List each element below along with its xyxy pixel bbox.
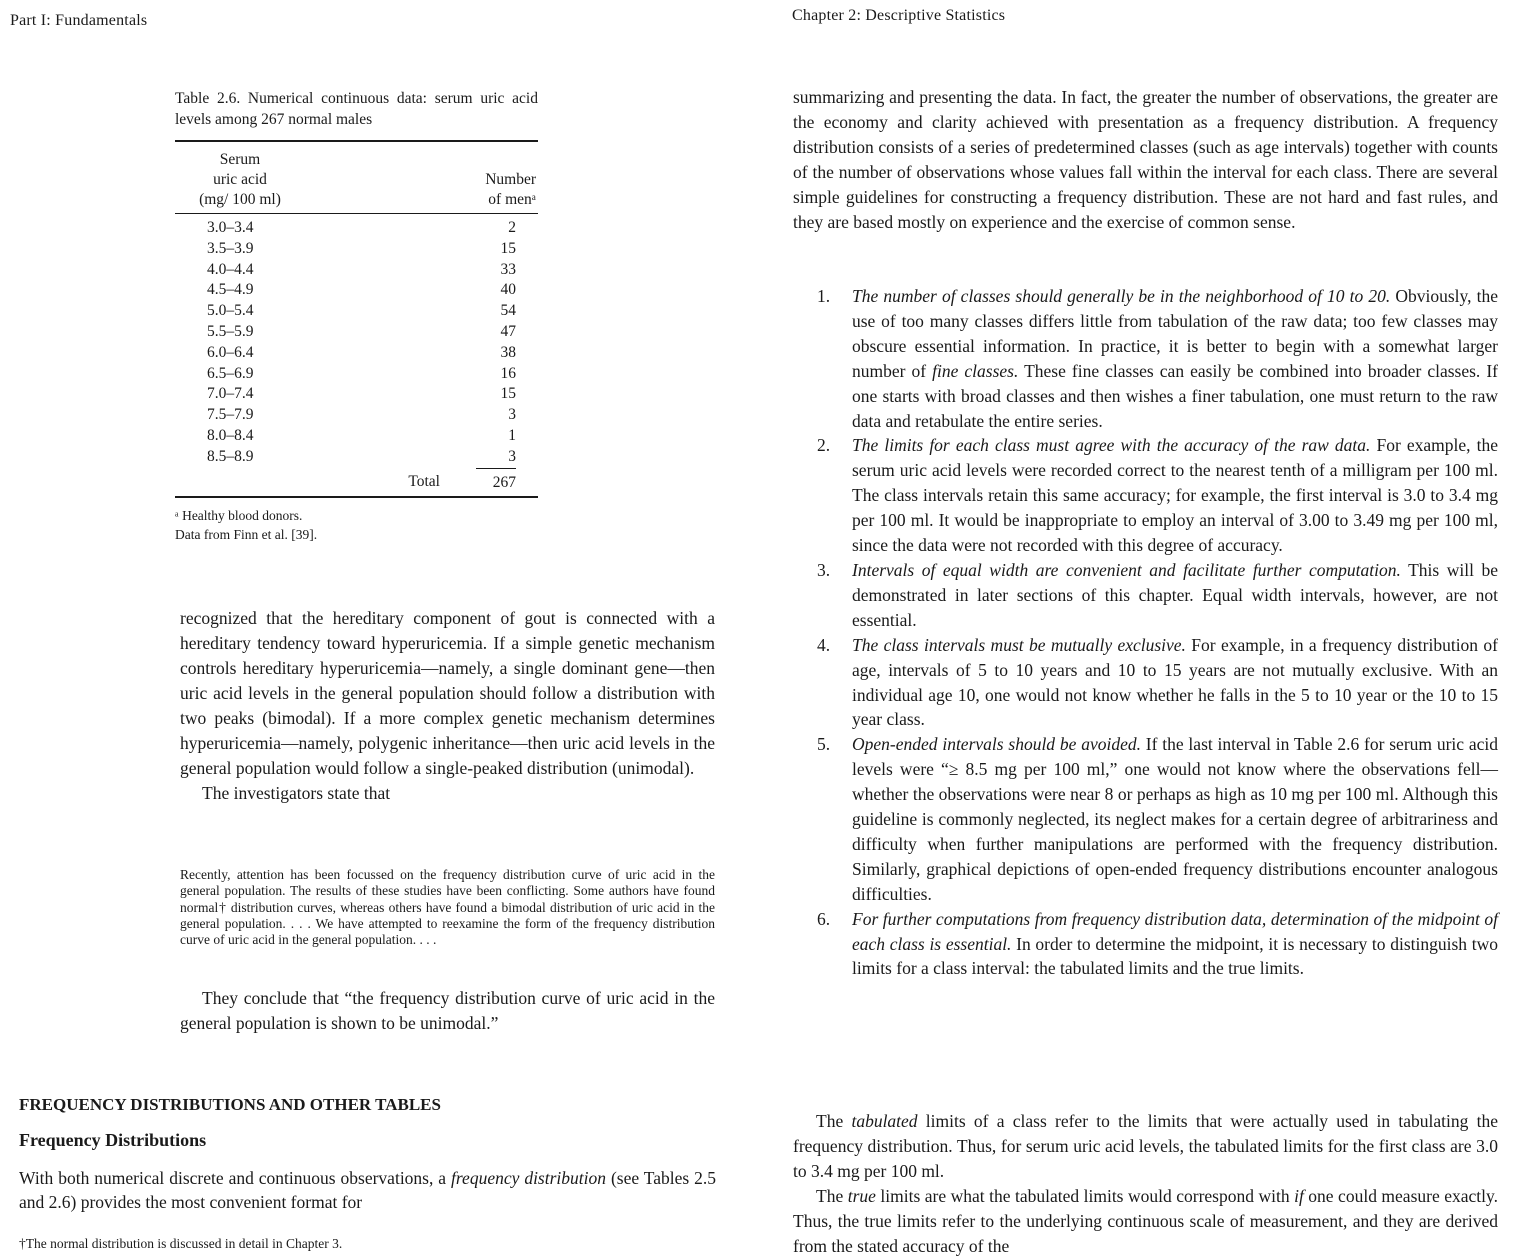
col-header-number bbox=[485, 170, 538, 210]
italic-term: tabulated bbox=[851, 1111, 918, 1131]
range-cell: 3.0–3.4 bbox=[207, 219, 254, 236]
table-row bbox=[175, 260, 538, 281]
table-row bbox=[175, 280, 538, 301]
subsection-heading: Frequency Distributions bbox=[19, 1130, 207, 1150]
col-header-line: Number bbox=[485, 171, 536, 188]
guideline-body: For example, in a frequency distribution of age, intervals of 5 to 10 years and 10 to 15 years are not mutually exclusive. With an individual age 10, one would not know whether he falls in the 5 to 10 year or the 10 to 15 year class. bbox=[852, 634, 1498, 730]
block-quote: Recently, attention has been focussed on the frequency distribution curve of uric acid in the general population. The results of these studies have been conflicting. Some authors have found normal† distribution curves, whereas others have found a bimodal distribution of uric acid in the general population. . . . We have attempted to reexamine the form of the frequency distribution curve of uric acid in the general population. . . . bbox=[180, 867, 715, 948]
range-cell: 8.5–8.9 bbox=[207, 447, 254, 465]
guideline-title: Open-ended intervals should be avoided. bbox=[852, 734, 1141, 755]
total-label: Total bbox=[408, 472, 440, 490]
guidelines-list bbox=[793, 284, 1498, 981]
frequency-intro-paragraph bbox=[19, 1166, 716, 1214]
count-cell: 47 bbox=[500, 322, 516, 340]
table-bottom-rule bbox=[175, 496, 538, 498]
guideline-item bbox=[793, 284, 1498, 433]
guideline-title: The class intervals must be mutually exclusive. bbox=[852, 634, 1186, 655]
guideline-body: In order to determine the midpoint, it is necessary to distinguish two limits for a class interval: the tabulated limits and the true limits. bbox=[852, 933, 1498, 979]
col-header-line: Serum bbox=[219, 151, 261, 168]
table-row bbox=[175, 343, 538, 364]
guideline-body: These fine classes can easily be combined into broader classes. If one starts with broad classes and then wishes a finer tabulation, one must return to the raw data and retabulate the entire series. bbox=[852, 360, 1498, 431]
range-cell: 6.0–6.4 bbox=[207, 343, 254, 361]
count-cell: 16 bbox=[500, 364, 516, 382]
conclusion-paragraph: They conclude that “the frequency distribution curve of uric acid in the general population is shown to be unimodal.” bbox=[180, 988, 715, 1033]
table-row bbox=[175, 405, 538, 426]
guideline-item bbox=[793, 907, 1498, 982]
count-cell: 38 bbox=[500, 343, 516, 361]
range-cell: 7.0–7.4 bbox=[207, 385, 254, 403]
table-source: Data from Finn et al. [39]. bbox=[175, 526, 318, 542]
range-cell: 3.5–3.9 bbox=[207, 239, 254, 257]
guideline-body: Obviously, the use of too many classes differs little from tabulation of the raw data; too few classes may obscure essential information. In practice, it is better to begin with a somewhat larger number of bbox=[852, 286, 1498, 381]
guideline-item bbox=[793, 633, 1498, 733]
item-number: 3. bbox=[817, 559, 831, 580]
table-footnote-a: ᵃ Healthy blood donors. bbox=[175, 507, 303, 523]
table-row bbox=[175, 364, 538, 385]
italic-term: if bbox=[1294, 1185, 1304, 1206]
guideline-title: Intervals of equal width are convenient and facilitate further computation. bbox=[852, 559, 1401, 580]
table-total-row bbox=[175, 468, 538, 496]
table-row bbox=[175, 239, 538, 260]
guideline-item bbox=[793, 558, 1498, 633]
table-2-6 bbox=[175, 88, 538, 544]
guideline-body: For example, the serum uric acid levels were recorded correct to the nearest tenth of a milligram per 100 ml. The class intervals retain this same accuracy; for example, the first interval is 3.0 to 3.4 mg per 100 ml. It would be inappropriate to employ an interval of 3.00 to 3.49 mg per 100 ml, since the data were not recorded with this degree of accuracy. bbox=[852, 435, 1498, 556]
text-run: limits of a class refer to the limits that were actually used in tabulating the frequency distribution. Thus, for serum uric acid levels, the tabulated limits for the first class are 3.0 to 3.4 mg per 100 ml. bbox=[793, 1111, 1498, 1181]
count-cell: 40 bbox=[500, 281, 516, 299]
item-number: 2. bbox=[817, 435, 831, 456]
range-cell: 5.5–5.9 bbox=[207, 322, 254, 340]
section-heading: FREQUENCY DISTRIBUTIONS AND OTHER TABLES bbox=[19, 1095, 441, 1114]
count-cell: 1 bbox=[508, 426, 516, 444]
text-run: (see Tables 2.5 and 2.6) provides the most convenient format for bbox=[19, 1168, 717, 1212]
italic-term: frequency distribution bbox=[451, 1168, 607, 1188]
tabulated-limits-paragraph bbox=[793, 1109, 1498, 1184]
total-value: 267 bbox=[476, 468, 516, 496]
table-body bbox=[175, 213, 538, 496]
running-head-left: Part I: Fundamentals bbox=[10, 12, 148, 29]
count-cell: 15 bbox=[500, 385, 516, 403]
guideline-title: The limits for each class must agree with the accuracy of the raw data. bbox=[852, 435, 1371, 456]
range-cell: 4.0–4.4 bbox=[207, 260, 254, 278]
col-header-serum bbox=[175, 150, 305, 210]
investigators-line: The investigators state that bbox=[202, 783, 391, 803]
text-run: limits are what the tabulated limits would correspond with bbox=[875, 1185, 1295, 1206]
table-row bbox=[175, 322, 538, 343]
range-cell: 4.5–4.9 bbox=[207, 281, 254, 299]
table-row bbox=[175, 301, 538, 322]
guideline-item bbox=[793, 732, 1498, 906]
range-cell: 8.0–8.4 bbox=[207, 426, 254, 444]
col-header-line: of menᵃ bbox=[488, 191, 536, 208]
paragraph-text: recognized that the hereditary component of gout is connected with a hereditary tendency toward hyperuricemia. If a simple genetic mechanism controls hereditary hyperuricemia—namely, a single dominant gene—then uric acid levels in the general population should follow a distribution with two peaks (bimodal). If a more complex genetic mechanism determines hyperuricemia—namely, polygenic inheritance—then uric acid levels in the general population would follow a single-peaked distribution (unimodal). bbox=[180, 608, 715, 778]
col-header-line: (mg/ 100 ml) bbox=[199, 191, 281, 208]
item-number: 1. bbox=[817, 286, 831, 306]
count-cell: 15 bbox=[500, 239, 516, 257]
text-run: The bbox=[816, 1185, 848, 1206]
guideline-title: The number of classes should generally be in the neighborhood of 10 to 20. bbox=[852, 286, 1391, 306]
guideline-body: If the last interval in Table 2.6 for serum uric acid levels were “≥ 8.5 mg per 100 ml,” one would not know where the observations fell—whether the observations were near 8 or perhaps as high as 10 mg per 100 ml. Although this guideline is commonly neglected, its neglect makes for a certain degree of arbitrariness and difficulty when further manipulations are performed with the frequency distribution. Similarly, graphical depictions of open-ended frequency distributions encounter analogous difficulties. bbox=[852, 734, 1498, 904]
col-header-line: uric acid bbox=[213, 171, 267, 188]
range-cell: 7.5–7.9 bbox=[207, 406, 254, 424]
limits-paragraphs bbox=[793, 1109, 1498, 1258]
count-cell: 33 bbox=[500, 260, 516, 278]
table-header bbox=[175, 140, 538, 213]
guideline-title: For further computations from frequency distribution data, determination of the midpoint of each class is essential. bbox=[852, 908, 1498, 954]
count-cell: 54 bbox=[500, 302, 516, 320]
left-page bbox=[0, 0, 760, 1257]
text-run: one could measure exactly. Thus, the true limits refer to the underlying continuous scale of measurement, and they are derived from the stated accuracy of the bbox=[793, 1185, 1498, 1256]
count-cell: 2 bbox=[508, 219, 516, 236]
page-footnote: †The normal distribution is discussed in detail in Chapter 3. bbox=[19, 1236, 343, 1251]
range-cell: 6.5–6.9 bbox=[207, 364, 254, 382]
range-cell: 5.0–5.4 bbox=[207, 302, 254, 320]
guideline-body: This will be demonstrated in later sections of this chapter. Equal width intervals, however, are not essential. bbox=[852, 559, 1498, 630]
intro-paragraph: summarizing and presenting the data. In fact, the greater the number of observations, the greater are the economy and clarity achieved with presentation as a frequency distribution. A frequency distribution consists of a series of predetermined classes (such as age intervals) together with counts of the number of observations whose values fall within the interval for each class. There are several simple guidelines for constructing a frequency distribution. These are not hard and fast rules, and they are based mostly on experience and the exercise of common sense. bbox=[793, 87, 1498, 232]
italic-term: fine classes. bbox=[932, 360, 1019, 381]
table-footnotes bbox=[175, 506, 538, 544]
body-paragraph-gout bbox=[180, 606, 715, 806]
item-number: 5. bbox=[817, 734, 831, 755]
item-number: 6. bbox=[817, 908, 831, 929]
text-run: The bbox=[816, 1111, 852, 1131]
table-row bbox=[175, 384, 538, 405]
text-run: With both numerical discrete and continuous observations, a bbox=[19, 1168, 452, 1188]
count-cell: 3 bbox=[508, 406, 516, 424]
table-row bbox=[175, 426, 538, 447]
table-caption: Table 2.6. Numerical continuous data: serum uric acid levels among 267 normal males bbox=[175, 90, 538, 128]
right-page bbox=[770, 0, 1536, 1257]
table-row bbox=[175, 218, 538, 239]
item-number: 4. bbox=[817, 634, 831, 655]
count-cell: 3 bbox=[508, 447, 516, 465]
table-row bbox=[175, 447, 538, 468]
true-limits-paragraph bbox=[793, 1184, 1498, 1258]
guideline-item bbox=[793, 433, 1498, 558]
italic-term: true bbox=[847, 1185, 876, 1206]
running-head-right: Chapter 2: Descriptive Statistics bbox=[792, 7, 1006, 24]
